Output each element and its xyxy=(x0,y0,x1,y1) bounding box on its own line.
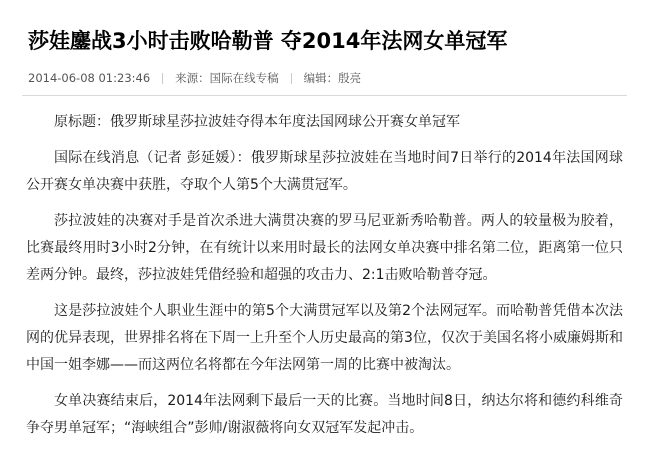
article-paragraph: 莎拉波娃的决赛对手是首次杀进大满贯决赛的罗马尼亚新秀哈勒普。两人的较量极为胶着，比赛最终用时3小时2分钟，在有统计以来用时最长的法网女单决赛中排名第二位，距离第一位只差两分钟。最终，莎拉波娃凭借经验和超强的攻击力、2:1击败哈勒普夺冠。 xyxy=(26,213,623,284)
source-value[interactable]: 国际在线专稿 xyxy=(209,71,279,86)
publish-timestamp: 2014-06-08 01:23:46 xyxy=(28,71,151,86)
page-title: 莎娃鏖战3小时击败哈勒普 夺2014年法网女单冠军 xyxy=(28,29,508,54)
article-meta xyxy=(22,70,627,86)
editor-value: 殷亮 xyxy=(338,71,362,86)
article-page xyxy=(0,14,649,451)
editor-label: 编辑： xyxy=(303,71,339,86)
article-paragraph: 女单决赛结束后，2014年法网剩下最后一天的比赛。当地时间8日，纳达尔将和德约科维奇争夺男单冠军；“海峡组合”彭帅/谢淑薇将向女双冠军发起冲击。 xyxy=(26,393,623,437)
meta-divider-2 xyxy=(291,73,292,84)
article-body xyxy=(22,96,627,442)
article-paragraph: 原标题：俄罗斯球星莎拉波娃夺得本年度法国网球公开赛女单冠军 xyxy=(54,114,460,131)
source-label: 来源： xyxy=(175,71,210,86)
meta-divider-1 xyxy=(162,73,163,84)
article-paragraph: 这是莎拉波娃个人职业生涯中的第5个大满贯冠军以及第2个法网冠军。而哈勒普凭借本次法网的优异表现，世界排名将在下周一上升至个人历史最高的第3位，仅次于美国名将小威廉姆斯和中国一姐李娜——而这两位名将都在今年法网第一周的比赛中被淘汰。 xyxy=(26,303,623,374)
article-paragraph: 国际在线消息（记者 彭延媛）：俄罗斯球星莎拉波娃在当地时间7日举行的2014年法国网球公开赛女单决赛中获胜，夺取个人第5个大满贯冠军。 xyxy=(26,150,623,194)
